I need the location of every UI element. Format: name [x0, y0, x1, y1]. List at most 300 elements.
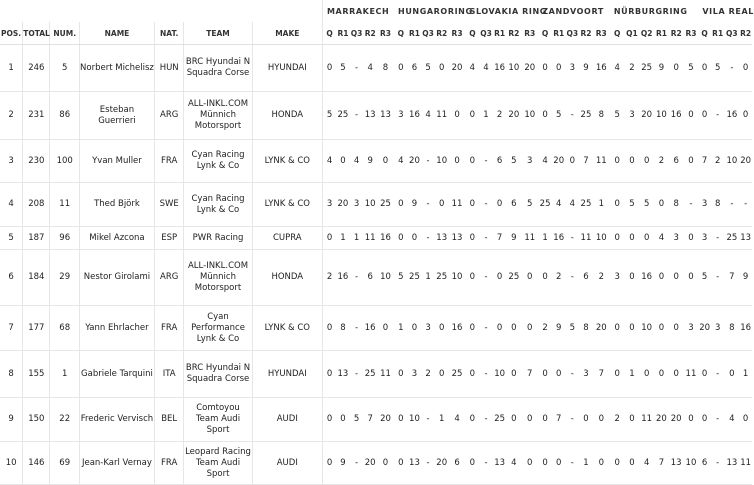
cell-points: 5 [323, 92, 337, 140]
cell-points: 0 [323, 351, 337, 398]
cell-points: - [711, 250, 725, 306]
cell-points: 9 [579, 45, 593, 92]
cell-points: - [479, 183, 493, 227]
cell-points: 4 [449, 398, 466, 442]
cell-points: 25 [538, 183, 552, 227]
cell-team: Comtoyou Team Audi Sport [184, 398, 252, 442]
cell-points: - [479, 227, 493, 250]
cell-points: 0 [323, 398, 337, 442]
cell-points: 20 [363, 442, 377, 485]
cell-points: 3 [669, 227, 684, 250]
cell-num: 22 [50, 398, 80, 442]
cell-points: 2 [654, 140, 669, 183]
cell-points: 1 [435, 398, 449, 442]
cell-points: 0 [538, 351, 552, 398]
cell-pos: 4 [0, 183, 23, 227]
cell-points: 0 [377, 306, 394, 351]
column-header-nat: NAT. [154, 22, 184, 45]
cell-points: 8 [377, 45, 394, 92]
cell-team: Leopard Racing Team Audi Sport [184, 442, 252, 485]
cell-points: 10 [493, 351, 507, 398]
cell-points: 5 [610, 92, 625, 140]
cell-points: - [566, 250, 580, 306]
cell-points: 3 [625, 92, 640, 140]
cell-points: 2 [625, 45, 640, 92]
cell-points: 0 [521, 442, 538, 485]
cell-points: 3 [711, 306, 725, 351]
cell-points: 7 [521, 351, 538, 398]
cell-points: - [566, 92, 580, 140]
cell-points: 4 [350, 140, 364, 183]
cell-points: 0 [435, 45, 449, 92]
cell-points: 6 [579, 250, 593, 306]
cell-points: 16 [739, 306, 752, 351]
cell-points: 0 [566, 140, 580, 183]
cell-nat: FRA [154, 140, 184, 183]
cell-points: 0 [698, 45, 710, 92]
cell-points: 0 [449, 140, 466, 183]
column-header-pos: POS. [0, 22, 23, 45]
cell-total: 187 [23, 227, 50, 250]
cell-total: 150 [23, 398, 50, 442]
cell-total: 231 [23, 92, 50, 140]
cell-num: 11 [50, 183, 80, 227]
table-row [0, 183, 752, 227]
cell-points: 16 [363, 306, 377, 351]
cell-points: - [724, 183, 739, 227]
cell-points: 16 [639, 250, 654, 306]
cell-points: - [350, 442, 364, 485]
cell-points: 6 [493, 140, 507, 183]
cell-points: 0 [323, 306, 337, 351]
cell-points: 13 [449, 227, 466, 250]
cell-points: 7 [724, 250, 739, 306]
cell-points: - [350, 351, 364, 398]
cell-num: 100 [50, 140, 80, 183]
cell-points: 0 [336, 140, 350, 183]
cell-points: 4 [466, 45, 480, 92]
cell-points: - [566, 398, 580, 442]
cell-points: 13 [336, 351, 350, 398]
session-header: Q3 [566, 22, 580, 45]
cell-points: 6 [669, 140, 684, 183]
cell-points: 0 [323, 442, 337, 485]
session-header: Q [466, 22, 480, 45]
session-header: R3 [377, 22, 394, 45]
cell-points: 3 [350, 183, 364, 227]
cell-points: 0 [654, 306, 669, 351]
cell-points: 0 [506, 351, 521, 398]
cell-make: HYUNDAI [252, 351, 322, 398]
cell-points: 0 [506, 398, 521, 442]
cell-points: 0 [654, 183, 669, 227]
event-header-spacer [0, 0, 323, 22]
cell-points: - [350, 45, 364, 92]
cell-total: 246 [23, 45, 50, 92]
cell-points: 11 [449, 183, 466, 227]
cell-nat: ITA [154, 351, 184, 398]
cell-points: 0 [639, 140, 654, 183]
session-header: R2 [579, 22, 593, 45]
cell-points: 0 [538, 45, 552, 92]
cell-points: 20 [506, 92, 521, 140]
cell-points: 3 [698, 183, 710, 227]
cell-pos: 1 [0, 45, 23, 92]
cell-points: 0 [394, 183, 408, 227]
session-header: Q [394, 22, 408, 45]
cell-points: - [684, 183, 699, 227]
cell-points: 25 [639, 45, 654, 92]
cell-points: 20 [593, 306, 610, 351]
cell-name: Yvan Muller [79, 140, 154, 183]
cell-points: 13 [435, 227, 449, 250]
cell-points: 8 [336, 306, 350, 351]
cell-points: - [421, 227, 435, 250]
cell-name: Jean-Karl Vernay [79, 442, 154, 485]
cell-points: - [479, 140, 493, 183]
cell-pos: 7 [0, 306, 23, 351]
session-header: R2 [506, 22, 521, 45]
cell-points: 6 [363, 250, 377, 306]
cell-points: 0 [394, 398, 408, 442]
cell-points: 13 [724, 442, 739, 485]
session-header: Q3 [479, 22, 493, 45]
table-row [0, 398, 752, 442]
cell-points: 13 [408, 442, 422, 485]
cell-points: 0 [625, 250, 640, 306]
cell-points: 5 [566, 306, 580, 351]
cell-name: Frederic Vervisch [79, 398, 154, 442]
cell-points: - [566, 351, 580, 398]
cell-num: 86 [50, 92, 80, 140]
cell-total: 155 [23, 351, 50, 398]
cell-nat: SWE [154, 183, 184, 227]
cell-points: 4 [479, 45, 493, 92]
cell-points: 25 [435, 250, 449, 306]
session-header: R1 [408, 22, 422, 45]
cell-points: 0 [394, 227, 408, 250]
cell-points: 0 [684, 92, 699, 140]
cell-points: 2 [711, 140, 725, 183]
cell-points: 11 [521, 227, 538, 250]
cell-points: 0 [669, 351, 684, 398]
session-header: R1 [493, 22, 507, 45]
cell-points: 0 [493, 250, 507, 306]
cell-points: 5 [421, 45, 435, 92]
cell-points: 0 [521, 306, 538, 351]
cell-points: 7 [593, 351, 610, 398]
cell-points: 9 [739, 250, 752, 306]
cell-points: 7 [698, 140, 710, 183]
cell-points: 10 [377, 250, 394, 306]
cell-points: - [711, 227, 725, 250]
event-header: VILA REAL [702, 6, 754, 16]
cell-points: - [479, 306, 493, 351]
cell-points: 7 [493, 227, 507, 250]
cell-points: 5 [552, 92, 566, 140]
cell-points: 4 [323, 140, 337, 183]
column-header-team: TEAM [184, 22, 252, 45]
cell-points: 0 [593, 442, 610, 485]
cell-points: - [711, 351, 725, 398]
cell-points: 0 [466, 227, 480, 250]
session-header: R2 [363, 22, 377, 45]
cell-name: Nestor Girolami [79, 250, 154, 306]
cell-points: 0 [639, 227, 654, 250]
cell-points: 0 [538, 92, 552, 140]
event-header: ZANDVOORT [542, 6, 604, 16]
cell-points: 0 [466, 442, 480, 485]
session-header: R1 [654, 22, 669, 45]
cell-points: 0 [394, 351, 408, 398]
cell-points: 13 [669, 442, 684, 485]
cell-points: 16 [449, 306, 466, 351]
cell-make: HYUNDAI [252, 45, 322, 92]
cell-make: LYNK & CO [252, 140, 322, 183]
cell-points: 10 [521, 92, 538, 140]
cell-points: 25 [724, 227, 739, 250]
cell-make: LYNK & CO [252, 183, 322, 227]
cell-points: 11 [579, 227, 593, 250]
cell-points: 3 [521, 140, 538, 183]
event-header: MARRAKECH [327, 6, 390, 16]
cell-make: HONDA [252, 92, 322, 140]
cell-points: 0 [654, 250, 669, 306]
cell-points: 20 [669, 398, 684, 442]
cell-points: - [711, 442, 725, 485]
cell-points: 0 [377, 140, 394, 183]
cell-points: 25 [493, 398, 507, 442]
cell-points: 0 [377, 442, 394, 485]
cell-points: 1 [593, 183, 610, 227]
cell-num: 29 [50, 250, 80, 306]
cell-points: 2 [593, 250, 610, 306]
cell-points: 9 [408, 183, 422, 227]
cell-points: 8 [724, 306, 739, 351]
cell-points: 25 [449, 351, 466, 398]
cell-points: 0 [698, 398, 710, 442]
cell-points: 6 [698, 442, 710, 485]
cell-points: 20 [449, 45, 466, 92]
cell-points: 0 [506, 306, 521, 351]
event-header: NÜRBURGRING [613, 6, 688, 16]
cell-points: 11 [684, 351, 699, 398]
cell-nat: FRA [154, 306, 184, 351]
cell-points: 0 [466, 92, 480, 140]
cell-points: 20 [698, 306, 710, 351]
cell-total: 230 [23, 140, 50, 183]
cell-points: - [350, 250, 364, 306]
event-header-row [0, 0, 752, 22]
cell-points: - [479, 351, 493, 398]
cell-points: 0 [552, 351, 566, 398]
cell-points: 2 [493, 92, 507, 140]
cell-points: 1 [579, 442, 593, 485]
session-header: Q2 [639, 22, 654, 45]
cell-name: Esteban Guerrieri [79, 92, 154, 140]
cell-num: 1 [50, 351, 80, 398]
cell-points: 4 [421, 92, 435, 140]
cell-points: 25 [408, 250, 422, 306]
cell-points: 2 [610, 398, 625, 442]
cell-team: ALL-INKL.COM Münnich Motorsport [184, 250, 252, 306]
cell-points: 6 [449, 442, 466, 485]
cell-points: 11 [435, 92, 449, 140]
cell-points: 0 [466, 398, 480, 442]
cell-points: 11 [739, 442, 752, 485]
cell-points: 0 [466, 183, 480, 227]
session-header: R3 [449, 22, 466, 45]
session-header: Q [538, 22, 552, 45]
cell-nat: ARG [154, 250, 184, 306]
cell-points: 10 [408, 398, 422, 442]
cell-points: 4 [506, 442, 521, 485]
cell-points: 25 [506, 250, 521, 306]
session-header: R2 [435, 22, 449, 45]
session-header-row [0, 22, 752, 45]
cell-points: 1 [538, 227, 552, 250]
cell-points: 0 [654, 351, 669, 398]
table-row [0, 442, 752, 485]
cell-points: 5 [336, 45, 350, 92]
cell-nat: ESP [154, 227, 184, 250]
cell-points: 2 [538, 306, 552, 351]
cell-points: 5 [711, 45, 725, 92]
session-header: Q3 [724, 22, 739, 45]
session-header: Q3 [421, 22, 435, 45]
cell-points: 0 [625, 140, 640, 183]
cell-points: 7 [579, 140, 593, 183]
cell-points: 5 [521, 183, 538, 227]
column-header-total: TOTAL [23, 22, 50, 45]
cell-points: 0 [684, 140, 699, 183]
table-row [0, 140, 752, 183]
cell-points: 7 [552, 398, 566, 442]
cell-points: 5 [684, 45, 699, 92]
cell-team: PWR Racing [184, 227, 252, 250]
cell-points: 0 [625, 442, 640, 485]
cell-points: 16 [593, 45, 610, 92]
session-header: R1 [336, 22, 350, 45]
cell-points: - [421, 398, 435, 442]
cell-points: - [479, 442, 493, 485]
cell-points: 4 [552, 183, 566, 227]
cell-points: 2 [323, 250, 337, 306]
session-header: R2 [739, 22, 752, 45]
cell-points: - [566, 227, 580, 250]
cell-points: 0 [610, 306, 625, 351]
cell-points: 10 [593, 227, 610, 250]
table-row [0, 92, 752, 140]
session-header: R1 [552, 22, 566, 45]
cell-points: 0 [739, 398, 752, 442]
cell-team: Cyan Racing Lynk & Co [184, 140, 252, 183]
table-row [0, 227, 752, 250]
cell-points: 0 [698, 351, 710, 398]
cell-points: 10 [449, 250, 466, 306]
cell-points: 25 [579, 92, 593, 140]
cell-points: 0 [394, 45, 408, 92]
cell-points: 3 [684, 306, 699, 351]
cell-points: 25 [579, 183, 593, 227]
cell-points: 10 [654, 92, 669, 140]
cell-points: 0 [610, 442, 625, 485]
cell-points: 0 [669, 306, 684, 351]
cell-points: 0 [669, 45, 684, 92]
session-header: R1 [711, 22, 725, 45]
cell-points: 9 [552, 306, 566, 351]
cell-points: 0 [684, 398, 699, 442]
cell-team: BRC Hyundai N Squadra Corse [184, 45, 252, 92]
event-header: SLOVAKIA RING [469, 6, 547, 16]
table-row [0, 45, 752, 92]
cell-points: 20 [639, 92, 654, 140]
cell-points: 0 [593, 398, 610, 442]
session-header: R3 [593, 22, 610, 45]
cell-points: 16 [552, 227, 566, 250]
cell-name: Mikel Azcona [79, 227, 154, 250]
column-header-make: MAKE [252, 22, 322, 45]
cell-points: 1 [350, 227, 364, 250]
cell-pos: 6 [0, 250, 23, 306]
cell-points: 0 [625, 306, 640, 351]
cell-points: 0 [466, 306, 480, 351]
cell-points: 3 [610, 250, 625, 306]
cell-points: 0 [521, 398, 538, 442]
cell-points: 0 [394, 442, 408, 485]
cell-points: - [350, 92, 364, 140]
cell-points: 3 [579, 351, 593, 398]
cell-points: 11 [377, 351, 394, 398]
session-header: R3 [521, 22, 538, 45]
cell-points: 7 [654, 442, 669, 485]
cell-pos: 9 [0, 398, 23, 442]
cell-total: 146 [23, 442, 50, 485]
cell-points: 13 [377, 92, 394, 140]
cell-points: 2 [552, 250, 566, 306]
cell-points: 0 [323, 45, 337, 92]
cell-nat: FRA [154, 442, 184, 485]
cell-points: 3 [323, 183, 337, 227]
cell-points: 0 [435, 351, 449, 398]
cell-points: 11 [363, 227, 377, 250]
cell-points: 4 [724, 398, 739, 442]
cell-make: HONDA [252, 250, 322, 306]
cell-points: 6 [506, 183, 521, 227]
cell-points: 0 [538, 442, 552, 485]
cell-points: 0 [336, 398, 350, 442]
cell-total: 177 [23, 306, 50, 351]
cell-points: 10 [363, 183, 377, 227]
cell-points: - [350, 306, 364, 351]
column-header-name: NAME [79, 22, 154, 45]
cell-points: 0 [669, 250, 684, 306]
cell-points: 16 [408, 92, 422, 140]
cell-points: - [566, 442, 580, 485]
cell-nat: BEL [154, 398, 184, 442]
cell-points: 0 [408, 306, 422, 351]
cell-points: 5 [350, 398, 364, 442]
cell-points: 0 [698, 92, 710, 140]
session-header: Q [323, 22, 337, 45]
cell-points: 1 [479, 92, 493, 140]
table-row [0, 250, 752, 306]
cell-points: 9 [506, 227, 521, 250]
cell-points: 0 [449, 92, 466, 140]
cell-nat: HUN [154, 45, 184, 92]
cell-points: 0 [493, 306, 507, 351]
cell-points: 0 [639, 351, 654, 398]
